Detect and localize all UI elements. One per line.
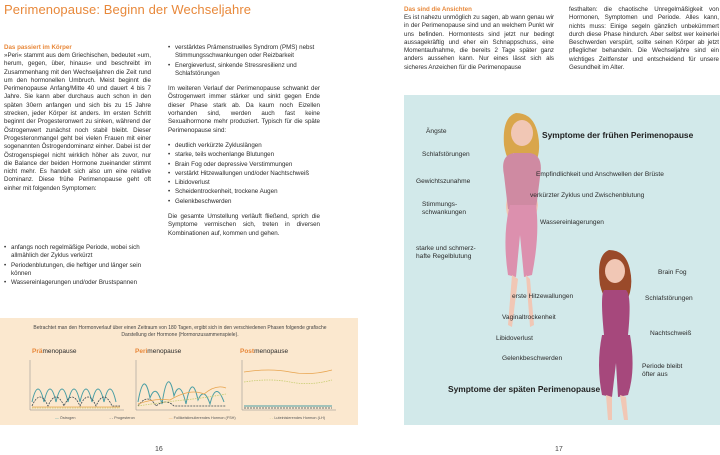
early-symptom-anxiety: Ängste	[426, 128, 447, 135]
hormone-chart-box	[0, 318, 358, 425]
list-item: • starke, teils wochenlange Blutungen	[168, 151, 320, 159]
page-number-right: 17	[555, 446, 563, 453]
woman-late	[599, 250, 633, 420]
early-symptoms-title: Symptome der frühen Perimenopause	[542, 130, 694, 140]
late-symptom-period: Periode bleibt öfter aus	[642, 363, 683, 378]
late-symptom-sleep: Schlafstörungen	[645, 295, 693, 302]
symptoms-illustration	[404, 95, 720, 425]
col2-middle-text: Im weiteren Verlauf der Perimenopause schwankt der Östrogenwert immer stärker und sinkt gegen Ende dieser Phase stark ab. Da kaum noch Eizellen vorhanden sind, werden auch fast keine Sexualhormone mehr produziert. Typisch für die späte Perimenopause sind:	[168, 85, 320, 134]
list-item: • verstärktes Prämenstruelles Syndrom (PMS) nebst Stimmungsschwankungen oder Reizbarkeit	[168, 44, 320, 61]
list-item: • Scheidentrockenheit, trockene Augen	[168, 188, 320, 196]
late-symptom-hotflash: erste Hitzewallungen	[512, 293, 574, 300]
early-symptom-sleep: Schlafstörungen	[422, 151, 470, 158]
early-symptom-mood: Stimmungs- schwankungen	[422, 201, 466, 216]
post-panel	[242, 360, 336, 410]
phase-label-peri: Perimenopause	[135, 348, 182, 355]
late-symptom-joints: Gelenkbeschwerden	[502, 355, 563, 362]
phase-label-pre: Prämenopause	[32, 348, 77, 355]
fsh-line	[244, 370, 332, 374]
late-symptoms-title: Symptome der späten Perimenopause	[448, 384, 601, 394]
list-item: • verstärkt Hitzewallungen und/oder Nachtschweiß	[168, 170, 320, 178]
late-symptom-nightsweat: Nachtschweiß	[650, 330, 692, 337]
section-heading: Das passiert im Körper	[4, 44, 72, 51]
left-col2	[168, 44, 320, 238]
early-symptom-weight: Gewichtszunahme	[416, 178, 471, 185]
left-col1-text: »Peri« stammt aus dem Griechischen, bedeutet »um, herum, gegen, über, hinaus« und beschreibt im Zusammenhang mit den Wechseljahren die Zeit rund um den hormonellen Umbruch. Meist beginnt die Perimenopause Anfang/Mitte 40 und dauert 4 bis 7 Jahre. Sie kann aber durchaus auch schon in den späten 30ern anfangen und sich bis zu 15 Jahre strecken, jeder Körper ist anders. Im ersten Schritt beginnt der Progesteronwert zu sinken, während der Östrogenwert zunächst noch stabil bleibt. Dieser Progesteronmangel geht bei vielen Frauen mit einer sogenannten Östrogendominanz einher. Dabei ist der Östrogenspiegel nicht wirklich höher als zuvor, nur die Balance der beiden Hormone zueinander stimmt nicht mehr. Es handelt sich also um eine relative Dominanz. Diese frühe Perimenopause geht oft einher mit folgenden Symptomen:	[4, 52, 151, 192]
late-symptom-libido: Libidoverlust	[496, 335, 534, 342]
phase-label-post: Postmenopause	[240, 348, 289, 355]
page-title: Perimenopause: Beginn der Wechseljahre	[4, 2, 252, 17]
legend-fsh: — Follikelstimulierendes Hormon (FSH)	[168, 416, 236, 420]
col2-end-text: Die gesamte Umstellung verläuft fließend, sprich die Symptome vermischen sich, treten in diversen Kombinationen auf, kommen und gehen.	[168, 213, 320, 237]
lh-line	[244, 380, 332, 384]
list-item: • Brain Fog oder depressive Verstimmungen	[168, 161, 320, 169]
pre-panel	[30, 360, 124, 410]
hormone-curves	[28, 358, 338, 413]
chart-caption: Betrachtet man den Hormonverlauf über einen Zeitraum von 180 Tagen, ergibt sich in den verschiedenen Phasen folgende grafische Darstellung der Hormone (Hormonzusammenspiele).	[33, 325, 327, 338]
list-item: • anfangs noch regelmäßige Periode, wobei sich allmählich der Zyklus verkürzt	[4, 244, 151, 261]
legend-progesterone: - - Progesteron	[109, 416, 135, 420]
late-symptom-brainfog: Brain Fog	[658, 269, 687, 276]
legend-estrogen: — Östrogen	[55, 416, 76, 420]
early-symptom-cycle: verkürzter Zyklus und Zwischenblutung	[530, 192, 645, 199]
peri-panel	[136, 360, 230, 410]
early-symptom-bleeding: starke und schmerz- hafte Regelblutung	[416, 245, 476, 260]
early-symptom-breasts: Empfindlichkeit und Anschwellen der Brüste	[536, 171, 664, 178]
right-col1-text: Es ist nahezu unmöglich zu sagen, ab wann genau wir in der Perimenopause sind und an welchem Punkt wir uns befinden. Hormontests sind jetzt nur bedingt aussagekräftig und eher ein Schnappschuss, eine Momentaufnahme, die bereits 2 Tage später ganz anders aussehen kann. Nur eines lässt sich als sicheres Anzeichen für die Perimenopause	[404, 14, 554, 71]
right-col2-text: festhalten: die chaotische Unregelmäßigkeit von Hormonen, Symptomen und Periode. Alles kann, nichts muss: Einige segeln gänzlich unbekümmert durch diese Phase hindurch. Aber selbst wer keinerlei Beschwerden verspürt, sollte seinen Körper ab jetzt pfleglicher behandeln. Die Wechseljahre sind ein wichtiges Zeitfenster und entscheidend für unsere Gesundheit im Alter.	[569, 6, 719, 72]
list-item: • Libidoverlust	[168, 179, 320, 187]
late-symptom-dryness: Vaginaltrockenheit	[502, 314, 556, 321]
early-symptom-list	[4, 244, 151, 288]
early-symptom-water: Wassereinlagerungen	[540, 219, 604, 226]
list-item: • Wassereinlagerungen und/oder Brustspannen	[4, 279, 151, 287]
legend-lh: - - Luteinisierendes Hormon (LH)	[269, 416, 325, 420]
page-number-left: 16	[155, 446, 163, 453]
section-heading-right: Das sind die Ansichten	[404, 6, 472, 13]
list-item: • deutlich verkürzte Zykluslängen	[168, 142, 320, 150]
list-item: • Energieverlust, sinkende Stressresilienz und Schlafstörungen	[168, 62, 320, 79]
chart-legend	[55, 416, 325, 420]
list-item: • Periodenblutungen, die heftiger und länger sein können	[4, 262, 151, 279]
list-item: • Gelenkbeschwerden	[168, 198, 320, 206]
